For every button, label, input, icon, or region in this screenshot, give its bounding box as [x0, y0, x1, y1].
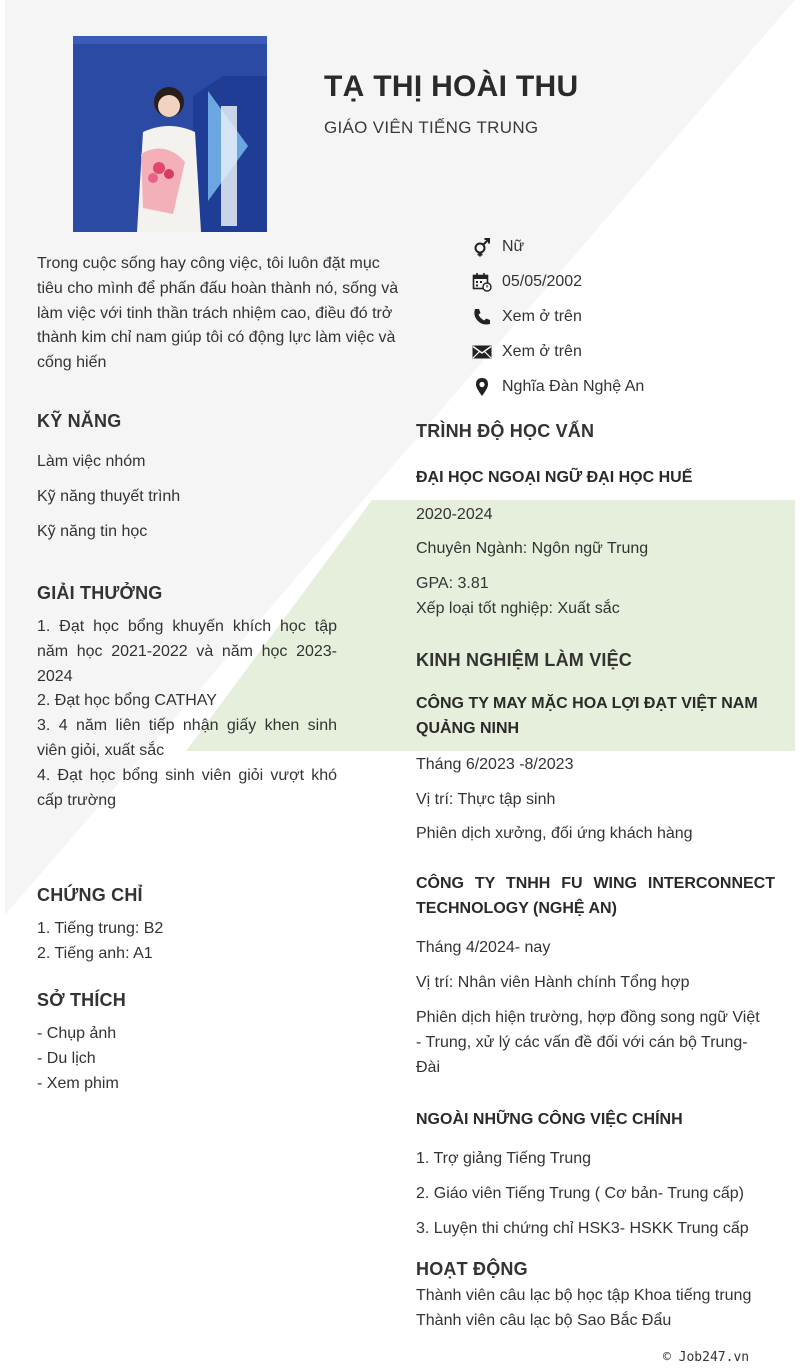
- education-major: Chuyên Ngành: Ngôn ngữ Trung: [416, 540, 649, 557]
- list-item: 2. Giáo viên Tiếng Trung ( Cơ bản- Trung cấp): [416, 1185, 744, 1202]
- list-item: 1. Trợ giảng Tiếng Trung: [416, 1150, 592, 1167]
- job-company: CÔNG TY TNHH FU WING INTERCONNECT TECHNOLOGY (NGHỆ AN): [416, 875, 775, 917]
- side-jobs-heading: NGOÀI NHỮNG CÔNG VIỆC CHÍNH: [416, 1111, 683, 1128]
- activities-list: [416, 1284, 796, 1334]
- awards-list: [37, 615, 337, 813]
- activities-heading: HOẠT ĐỘNG: [416, 1259, 528, 1279]
- job-period: Tháng 6/2023 -8/2023: [416, 756, 574, 773]
- profile-summary: Trong cuộc sống hay công việc, tôi luôn đặt mục tiêu cho mình để phấn đấu hoàn thành nó, sống và làm việc với tinh thần trách nhiệm cao, điều đó trở thành kim chỉ nam giúp tôi có động lực làm việc và cống hiến: [37, 255, 399, 372]
- certificates-heading: CHỨNG CHỈ: [37, 885, 143, 905]
- list-item: 1. Tiếng trung: B2: [37, 920, 164, 937]
- hobbies-heading: SỞ THÍCH: [37, 990, 126, 1010]
- job-position: Vị trí: Nhân viên Hành chính Tổng hợp: [416, 974, 690, 991]
- education-rank: Xếp loại tốt nghiệp: Xuất sắc: [416, 600, 620, 617]
- job-description: Phiên dịch xưởng, đối ứng khách hàng: [416, 825, 693, 842]
- candidate-name: TẠ THỊ HOÀI THU: [324, 70, 579, 103]
- contact-email: [472, 334, 792, 369]
- certificates-list: [37, 917, 367, 967]
- candidate-title: GIÁO VIÊN TIẾNG TRUNG: [324, 118, 539, 137]
- job-description: Phiên dịch hiện trường, hợp đồng song ngữ Việt - Trung, xử lý các vấn đề đối với cán bộ Trung- Đài: [416, 1009, 760, 1076]
- address-value: Nghĩa Đàn Nghệ An: [502, 377, 645, 395]
- list-item: 3. 4 năm liên tiếp nhận giấy khen sinh viên giỏi, xuất sắc: [37, 717, 337, 759]
- contact-address: [472, 369, 792, 404]
- job-company: CÔNG TY MAY MẶC HOA LỢI ĐẠT VIỆT NAM QUẢNG NINH: [416, 695, 758, 737]
- list-item: - Du lịch: [37, 1049, 96, 1067]
- gender-icon: [472, 237, 492, 257]
- education-school: ĐẠI HỌC NGOẠI NGỮ ĐẠI HỌC HUẾ: [416, 469, 693, 486]
- birthday-value: 05/05/2002: [502, 273, 583, 291]
- awards-heading: GIẢI THƯỞNG: [37, 583, 163, 603]
- list-item: 2. Đạt học bổng CATHAY: [37, 692, 217, 710]
- list-item: - Xem phim: [37, 1074, 119, 1092]
- profile-photo: [73, 36, 267, 232]
- mail-icon: [472, 342, 492, 362]
- contact-birthday: [472, 265, 792, 300]
- phone-value: Xem ở trên: [502, 307, 582, 325]
- education-years: 2020-2024: [416, 506, 493, 523]
- hobbies-list: [37, 1022, 367, 1096]
- copyright-footer: © Job247.vn: [663, 1350, 750, 1365]
- email-value: Xem ở trên: [502, 342, 582, 360]
- list-item: Làm việc nhóm: [37, 453, 146, 470]
- experience-heading: KINH NGHIỆM LÀM VIỆC: [416, 650, 633, 670]
- list-item: Thành viên câu lạc bộ Sao Bắc Đẩu: [416, 1311, 672, 1329]
- list-item: - Chụp ảnh: [37, 1025, 117, 1042]
- contact-info: [472, 230, 792, 404]
- list-item: Kỹ năng tin học: [37, 523, 148, 540]
- skills-list: [37, 450, 367, 555]
- contact-phone: [472, 300, 792, 335]
- side-jobs-list: [416, 1147, 796, 1252]
- list-item: Thành viên câu lạc bộ học tập Khoa tiếng trung: [416, 1287, 752, 1304]
- phone-icon: [472, 307, 492, 327]
- contact-gender: [472, 230, 792, 265]
- location-icon: [472, 377, 492, 397]
- education-heading: TRÌNH ĐỘ HỌC VẤN: [416, 421, 595, 441]
- gender-value: Nữ: [502, 238, 525, 256]
- list-item: 2. Tiếng anh: A1: [37, 944, 153, 962]
- list-item: Kỹ năng thuyết trình: [37, 488, 181, 505]
- calendar-icon: [472, 272, 492, 292]
- list-item: 1. Đạt học bổng khuyến khích học tập năm học 2021-2022 và năm học 2023-2024: [37, 618, 337, 685]
- education-gpa: GPA: 3.81: [416, 575, 489, 592]
- list-item: 4. Đạt học bổng sinh viên giỏi vượt khó cấp trường: [37, 766, 337, 809]
- skills-heading: KỸ NĂNG: [37, 411, 122, 431]
- list-item: 3. Luyện thi chứng chỉ HSK3- HSKK Trung cấp: [416, 1220, 749, 1237]
- job-period: Tháng 4/2024- nay: [416, 939, 551, 956]
- job-position: Vị trí: Thực tập sinh: [416, 791, 556, 808]
